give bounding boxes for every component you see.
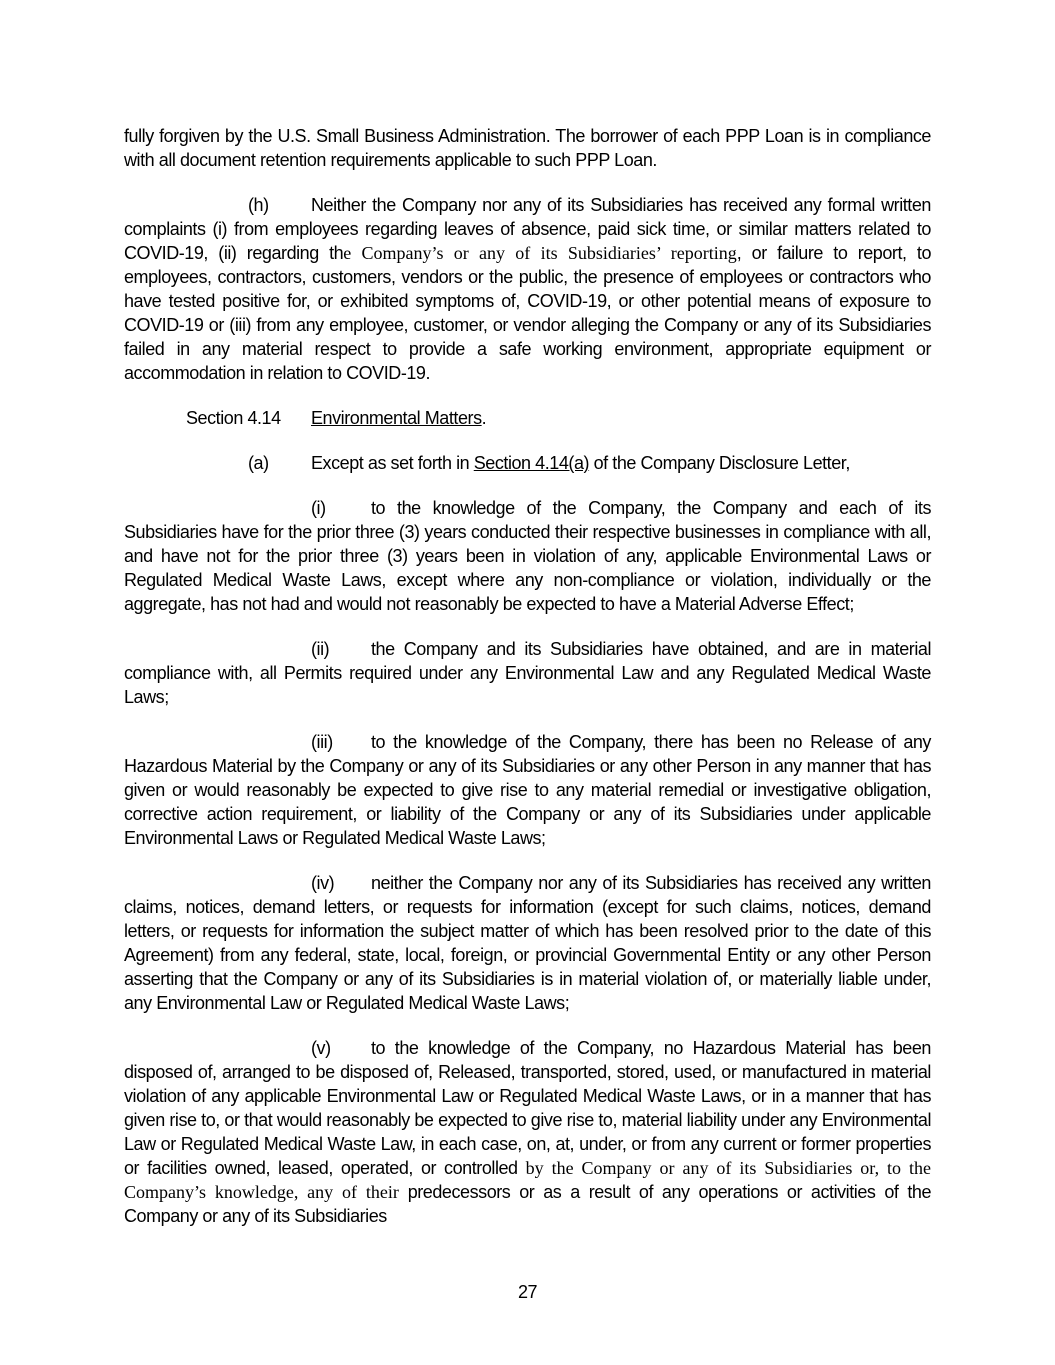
page-number: 27 (517, 1282, 538, 1302)
paragraph-text-serif: e Company’s or any of its Subsidiaries’ reporting (343, 243, 737, 263)
subparagraph-text: to the knowledge of the Company, no Hazardous Material has been disposed of, arranged to be disposed of, Released, transported, stored, used, or manufactured in material violation of any applicable Environmental Law or Regulated Medical Waste Laws, or in a manner that has given rise to, or that would reasonably be expected to give rise to, material liability under any Environmental Law or Regulated Medical Waste Law, in each case, on, at, under, or from any current or former properties or facilities owned, leased, operated, or controlled (124, 1038, 931, 1178)
subparagraph-i (124, 496, 931, 616)
subparagraph-text: the Company and its Subsidiaries have obtained, and are in material compliance with, all Permits required under any Environmental Law and any Regulated Medical Waste Laws; (124, 639, 931, 707)
section-heading (124, 406, 931, 430)
paragraph-text: Except as set forth in (311, 453, 474, 473)
subparagraph-iii (124, 730, 931, 850)
subparagraph-v (124, 1036, 931, 1228)
paragraph-text: Neither the Company nor any of its Subsidiaries has received any formal written complaints (i) from employees regarding leaves of absence, paid sick time, or similar matters related to COVID-19, (ii) regarding th (124, 195, 931, 263)
document-body (124, 124, 931, 1228)
paragraph-label: (h) (248, 195, 269, 215)
paragraph-ppp-loan (124, 124, 931, 172)
subparagraph-label: (ii) (311, 639, 330, 659)
paragraph-text: of the Company Disclosure Letter, (589, 453, 850, 473)
section-title-period: . (481, 408, 487, 428)
paragraph-h (124, 193, 931, 385)
section-title: Environmental Matters (311, 408, 482, 428)
subparagraph-ii (124, 637, 931, 709)
section-number: Section 4.14 (186, 408, 281, 428)
subparagraph-label: (v) (311, 1038, 331, 1058)
subparagraph-text: to the knowledge of the Company, the Company and each of its Subsidiaries have for the prior three (3) years conducted their respective businesses in compliance with all, and have not for the prior three (3) years been in violation of any, applicable Environmental Laws or Regulated Medical Waste Laws, except where any non-compliance or violation, individually or the aggregate, has not had and would not reasonably be expected to have a Material Adverse Effect; (124, 498, 931, 614)
paragraph-a (124, 451, 931, 475)
subparagraph-text: to the knowledge of the Company, there has been no Release of any Hazardous Material by the Company or any of its Subsidiaries or any other Person in any manner that has given or would reasonably be expected to give rise to any material remedial or investigative obligation, corrective action requirement, or liability of the Company or any of its Subsidiaries under applicable Environmental Laws or Regulated Medical Waste Laws; (124, 732, 931, 848)
subparagraph-text: neither the Company nor any of its Subsidiaries has received any written claims, notices, demand letters, or requests for information (except for such claims, notices, demand letters, or requests for information the subject matter of which has been resolved prior to the date of this Agreement) from any federal, state, local, foreign, or provincial Governmental Entity or any other Person asserting that the Company or any of its Subsidiaries is in material violation of, or materially liable under, any Environmental Law or Regulated Medical Waste Laws; (124, 873, 931, 1013)
subparagraph-iv (124, 871, 931, 1015)
subparagraph-label: (i) (311, 498, 326, 518)
paragraph-text: fully forgiven by the U.S. Small Business Administration. The borrower of each PPP Loan is in compliance with all document retention requirements applicable to such PPP Loan. (124, 126, 931, 170)
subparagraph-label: (iii) (311, 732, 333, 752)
subparagraph-text: predecessors or as a result of any operations or activities of the Company or any of its Subsidiaries (124, 1182, 931, 1226)
paragraph-text: , or failure to report, to employees, contractors, customers, vendors or the public, the presence of employees or contractors who have tested positive for, or exhibited symptoms of, COVID-19, or other potential means of exposure to COVID-19 or (iii) from any employee, customer, or vendor alleging the Company or any of its Subsidiaries failed in any material respect to provide a safe working environment, appropriate equipment or accommodation in relation to COVID-19. (124, 243, 932, 383)
subparagraph-label: (iv) (311, 873, 335, 893)
paragraph-label: (a) (248, 453, 269, 473)
section-reference: Section 4.14(a) (473, 453, 590, 473)
subparagraph-text-serif: by the Company or any of its Subsidiaries or, to the Company’s knowledge, any of their (124, 1158, 931, 1202)
